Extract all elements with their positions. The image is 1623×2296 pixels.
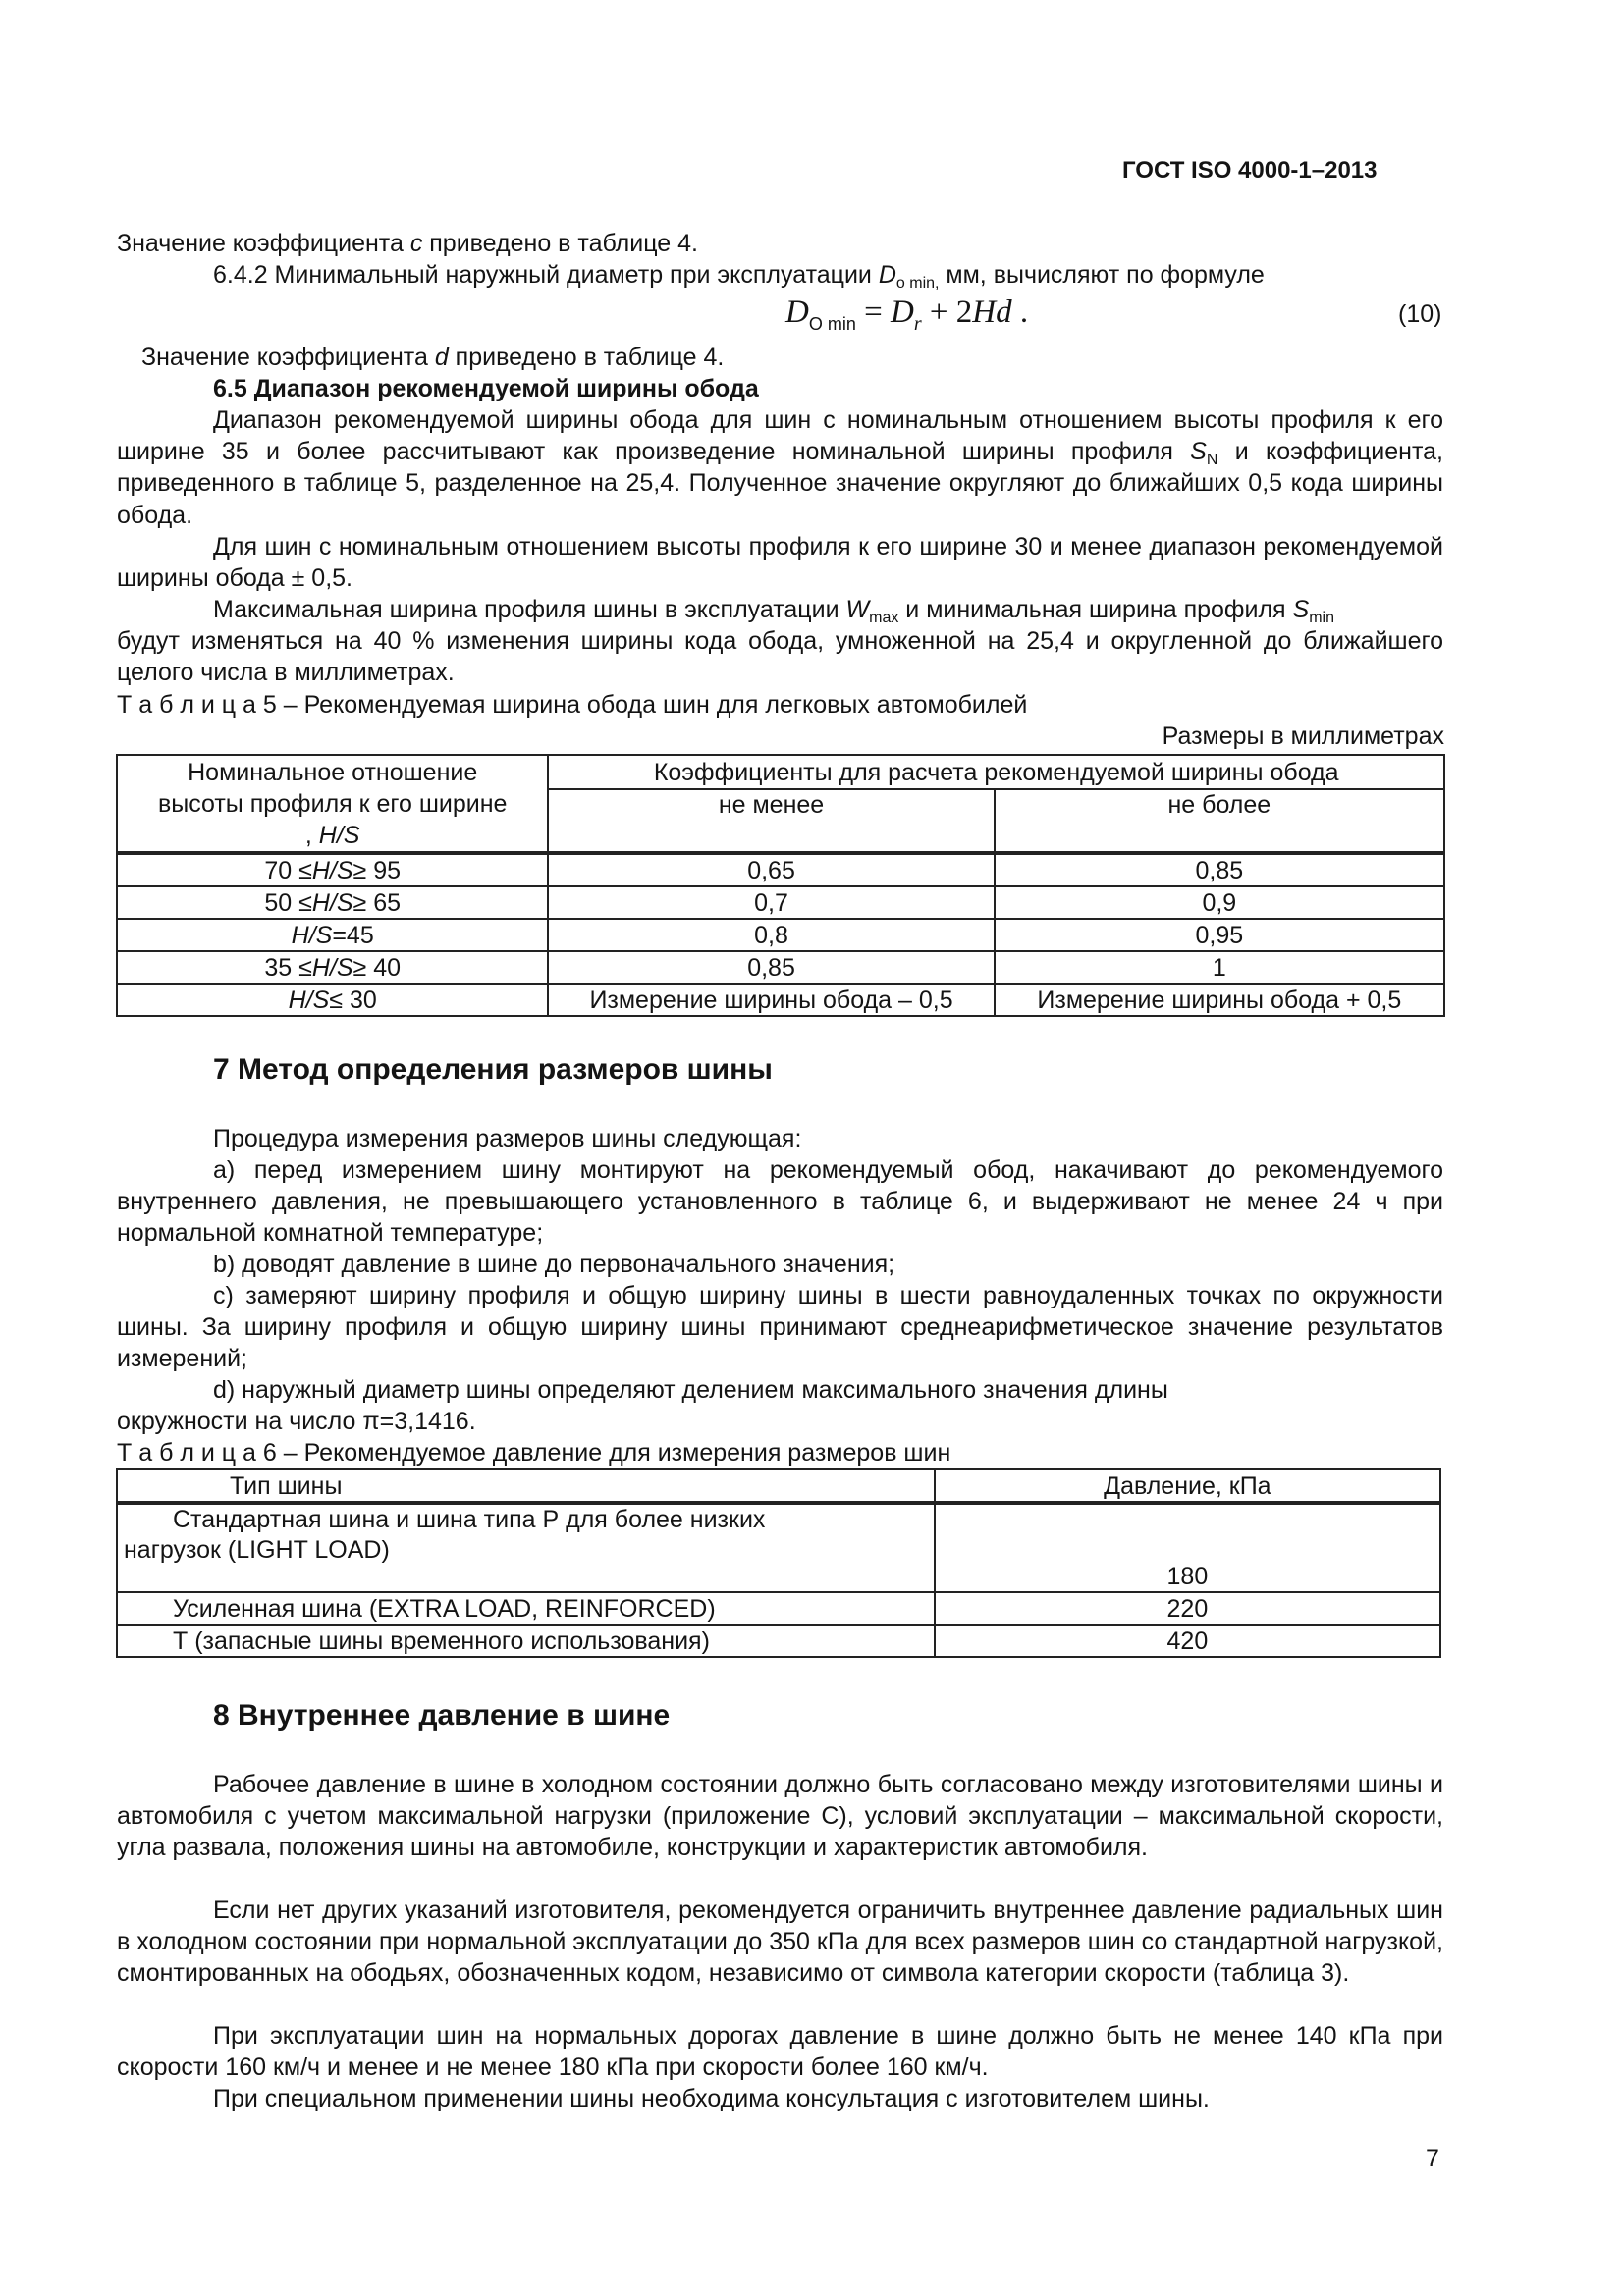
table-cell-pressure: 220	[935, 1592, 1440, 1625]
document-code: ГОСТ ISO 4000-1–2013	[1122, 157, 1378, 184]
table-5-caption: Т а б л и ц а 5 – Рекомендуемая ширина обода шин для легковых автомобилей	[117, 691, 1028, 719]
table-5-min-header: не менее	[548, 789, 994, 853]
table-row	[117, 853, 1444, 886]
table-6-caption: Т а б л и ц а 6 – Рекомендуемое давление для измерения размеров шин	[117, 1439, 951, 1467]
formula-10: $D_{O min} = D_r + 2Hd$ .	[785, 294, 1029, 335]
coef-c-note: Значение коэффициента c приведено в таблице 4.	[117, 230, 698, 257]
table-6-type-header: Тип шины	[117, 1469, 935, 1503]
table-6	[116, 1468, 1441, 1658]
table-row	[117, 919, 1444, 951]
section-6-5-paragraph-1: Диапазон рекомендуемой ширины обода для шин с номинальным отношением высоты профиля к его ширине 35 и более рассчитывают как произведение номинальной ширины профиля $S_N$ и коэффициента, приведенного в таблице 5, разделенное на 25,4. Полученное значение округляют до ближайших 0,5 кода ширины обода.	[117, 406, 1443, 529]
table-cell-max: Измерение ширины обода + 0,5	[995, 984, 1444, 1016]
section-7-title: 7 Метод определения размеров шины	[213, 1053, 773, 1086]
table-cell-max: 0,9	[995, 886, 1444, 919]
table-cell-ratio: 50 ≤H/S≥ 65	[117, 886, 548, 919]
equation-number: (10)	[1398, 300, 1442, 328]
section-7-intro: Процедура измерения размеров шины следующая:	[213, 1125, 802, 1152]
section-7-item-b: b) доводят давление в шине до первоначального значения;	[213, 1251, 895, 1278]
table-cell-max: 1	[995, 951, 1444, 984]
table-cell-max: 0,85	[995, 853, 1444, 886]
table-cell-min: 0,65	[548, 853, 994, 886]
section-7-item-a: а) перед измерением шину монтируют на рекомендуемый обод, накачивают до рекомендуемого внутреннего давления, не превышающего установленного в таблице 6, и выдерживают не менее 24 ч при нормальной комнатной температуре;	[117, 1156, 1443, 1248]
table-row	[117, 1625, 1440, 1657]
table-cell-ratio: 70 ≤H/S≥ 95	[117, 853, 548, 886]
table-5-units: Размеры в миллиметрах	[1162, 722, 1444, 750]
section-8-paragraph-1: Рабочее давление в шине в холодном состоянии должно быть согласовано между изготовителями шины и автомобиля с учетом максимальной нагрузки (приложение С), условий эксплуатации – максимальной скорости, угла развала, положения шины на автомобиле, конструкции и характеристик автомобиля.	[117, 1771, 1443, 1862]
section-7-item-c: с) замеряют ширину профиля и общую ширину шины в шести равноудаленных точках по окружности шины. За ширину профиля и общую ширину шины принимают среднеарифметическое значение результатов измерений;	[117, 1282, 1443, 1373]
section-8-title: 8 Внутреннее давление в шине	[213, 1699, 671, 1732]
table-cell-type: Стандартная шина и шина типа Р для более низких нагрузок (LIGHT LOAD)	[117, 1503, 935, 1592]
table-5-col1-header: Номинальное отношение высоты профиля к его ширине , H/S	[117, 755, 548, 853]
coef-d-note: Значение коэффициента d приведено в таблице 4.	[141, 344, 725, 371]
table-6-pressure-header: Давление, кПа	[935, 1469, 1440, 1503]
table-cell-min: 0,85	[548, 951, 994, 984]
table-cell-type: Т (запасные шины временного использования)	[117, 1625, 935, 1657]
table-cell-ratio: 35 ≤H/S≥ 40	[117, 951, 548, 984]
table-row	[117, 1503, 1440, 1592]
table-row	[117, 984, 1444, 1016]
table-cell-ratio: H/S≤ 30	[117, 984, 548, 1016]
section-6-5-paragraph-2: Для шин с номинальным отношением высоты профиля к его ширине 30 и менее диапазон рекомендуемой ширины обода ± 0,5.	[117, 533, 1443, 593]
table-row	[117, 886, 1444, 919]
table-5-max-header: не более	[995, 789, 1444, 853]
section-7-item-d: d) наружный диаметр шины определяют делением максимального значения длины окружности на число π=3,1416.	[117, 1376, 1168, 1436]
section-6-5-paragraph-3: Максимальная ширина профиля шины в эксплуатации $W_{max}$ и минимальная ширина профиля $S_{min}$ будут изменяться на 40 % изменения ширины кода обода, умноженной на 25,4 и округленной до ближайшего целого числа в миллиметрах.	[117, 596, 1443, 687]
section-8-paragraph-3: При эксплуатации шин на нормальных дорогах давление в шине должно быть не менее 140 кПа при скорости 160 км/ч и менее и не менее 180 кПа при скорости более 160 км/ч.	[117, 2022, 1443, 2082]
clause-6-4-2: 6.4.2 Минимальный наружный диаметр при эксплуатации $D_{o min,}$ мм, вычисляют по формуле	[213, 261, 1265, 292]
table-5-header-row	[117, 755, 1444, 789]
table-cell-pressure: 180	[935, 1503, 1440, 1592]
table-cell-max: 0,95	[995, 919, 1444, 951]
table-cell-type: Усиленная шина (EXTRA LOAD, REINFORCED)	[117, 1592, 935, 1625]
table-5-group-header: Коэффициенты для расчета рекомендуемой ширины обода	[548, 755, 1444, 789]
table-cell-min: Измерение ширины обода – 0,5	[548, 984, 994, 1016]
table-cell-min: 0,8	[548, 919, 994, 951]
table-5	[116, 754, 1445, 1017]
table-row	[117, 1592, 1440, 1625]
table-cell-min: 0,7	[548, 886, 994, 919]
table-6-header-row	[117, 1469, 1440, 1503]
page-number: 7	[1426, 2145, 1439, 2172]
table-cell-pressure: 420	[935, 1625, 1440, 1657]
section-8-paragraph-4: При специальном применении шины необходима консультация с изготовителем шины.	[213, 2085, 1210, 2112]
section-6-5-title: 6.5 Диапазон рекомендуемой ширины обода	[213, 375, 759, 402]
table-row	[117, 951, 1444, 984]
section-8-paragraph-2: Если нет других указаний изготовителя, рекомендуется ограничить внутреннее давление радиальных шин в холодном состоянии при нормальной эксплуатации до 350 кПа для всех размеров шин со стандартной нагрузкой, смонтированных на ободьях, обозначенных кодом, независимо от символа категории скорости (таблица 3).	[117, 1896, 1443, 1988]
table-cell-ratio: H/S=45	[117, 919, 548, 951]
